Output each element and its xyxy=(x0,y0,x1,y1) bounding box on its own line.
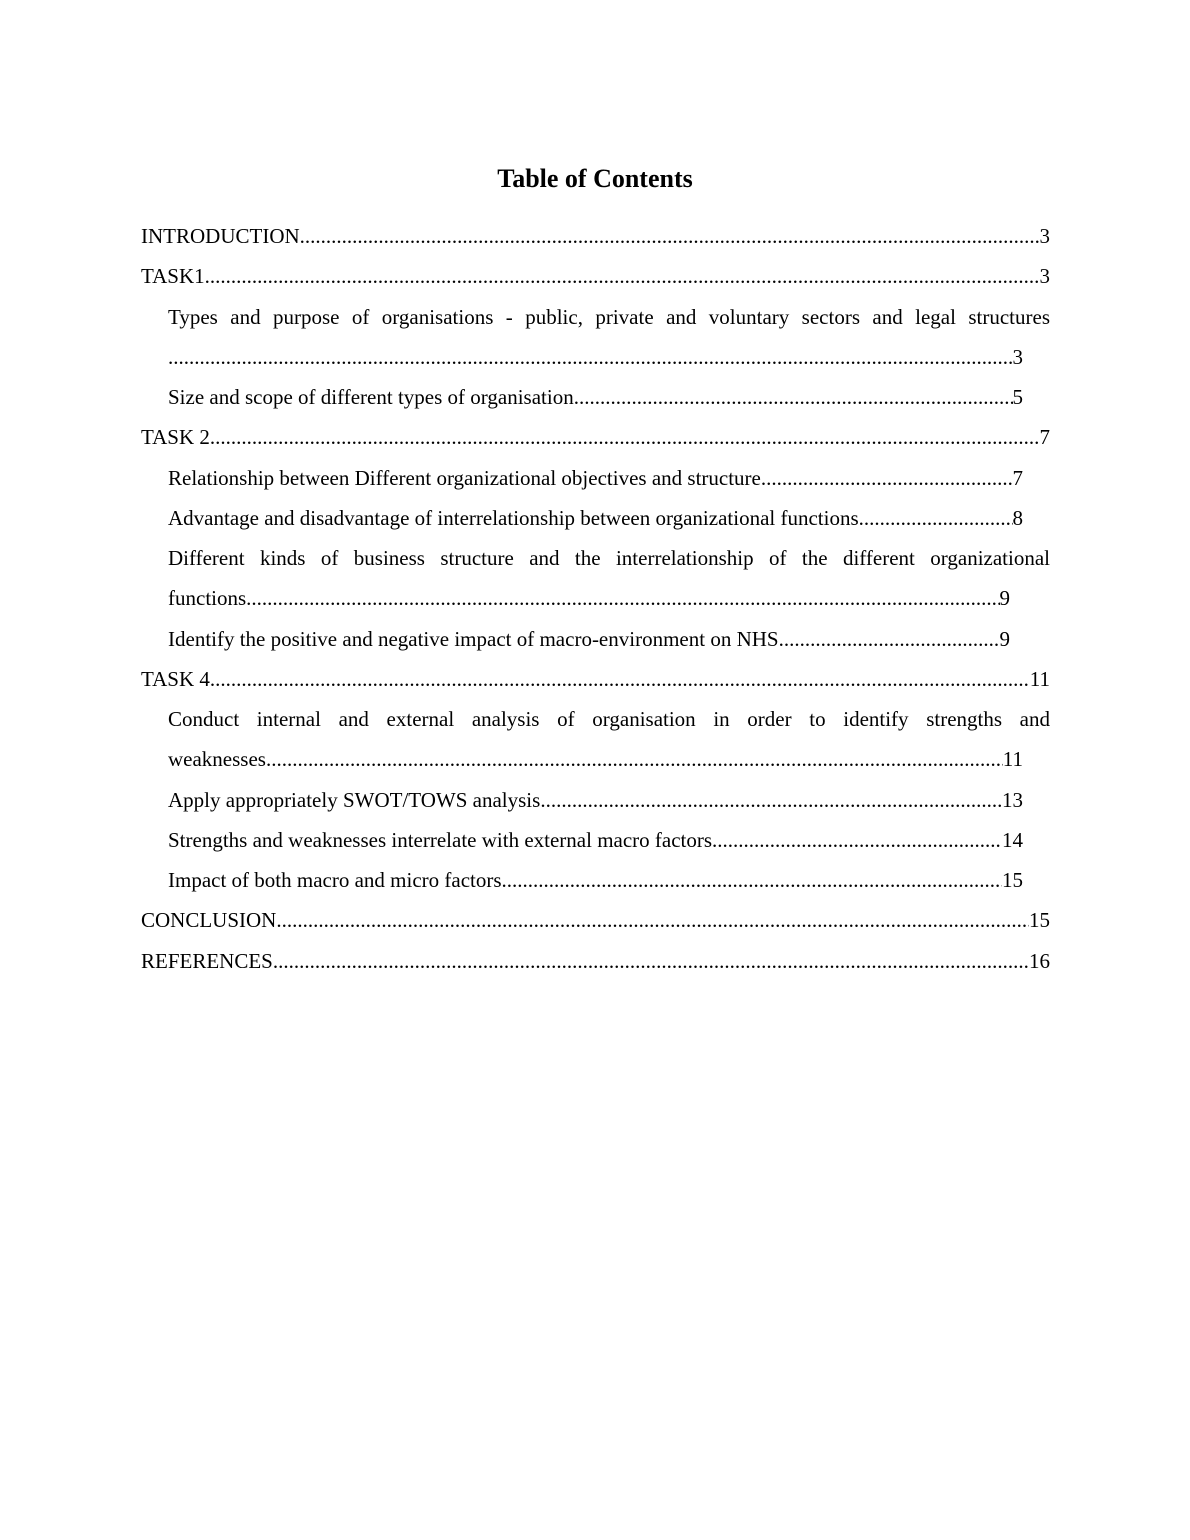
toc-page-number: 8 xyxy=(1012,505,1023,530)
toc-entry-text: TASK 4 xyxy=(141,666,210,691)
toc-page-number: 5 xyxy=(1012,385,1023,409)
toc-leader-dots xyxy=(273,941,1029,981)
toc-entry-relationship[interactable] xyxy=(141,458,1050,498)
toc-page-number: 11 xyxy=(1002,747,1023,772)
toc-page-number: 3 xyxy=(1039,224,1050,248)
toc-leader-dots xyxy=(761,458,1013,498)
toc-leader-dots xyxy=(210,417,1040,457)
toc-leader-dots xyxy=(712,820,1002,860)
toc-page-number: 15 xyxy=(1029,908,1050,933)
toc-entry-text: Impact of both macro and micro factors xyxy=(168,868,502,892)
toc-entry-text: Size and scope of different types of organisation xyxy=(168,385,574,409)
toc-leader-dots xyxy=(246,578,999,618)
toc-page-number: 11 xyxy=(1029,666,1050,691)
toc-page-number: 3 xyxy=(1012,344,1023,369)
toc-entry-text: INTRODUCTION xyxy=(141,224,300,248)
toc-title: Table of Contents xyxy=(497,164,693,193)
toc-entry-text: Strengths and weaknesses interrelate with external macro factors xyxy=(168,827,713,852)
toc-entry-text: REFERENCES xyxy=(141,948,273,973)
toc-leader-dots xyxy=(210,659,1030,699)
toc-leader-dots xyxy=(779,619,1000,659)
toc-page-number: 15 xyxy=(1002,868,1023,892)
toc-leader-dots xyxy=(502,860,1002,900)
toc-page-number: 14 xyxy=(1002,827,1023,852)
toc-entry-task1[interactable] xyxy=(141,256,1050,296)
toc-leader-dots xyxy=(205,256,1040,296)
toc-entry-text: TASK1 xyxy=(141,264,205,289)
toc-entry-task2[interactable] xyxy=(141,417,1050,457)
toc-page-number: 7 xyxy=(1012,465,1023,490)
toc-entry-text: Apply appropriately SWOT/TOWS analysis xyxy=(168,787,541,812)
toc-entry-text-line1: Conduct internal and external analysis of organisation in order to identify strengths and xyxy=(168,707,1050,731)
toc-page-number: 13 xyxy=(1002,787,1023,812)
toc-page-number: 9 xyxy=(999,626,1010,651)
toc-entry-text-line1: Types and purpose of organisations - public, private and voluntary sectors and legal structures xyxy=(168,304,1050,329)
toc-entry-advantage-disadvantage[interactable] xyxy=(141,498,1050,538)
toc-entry-size-and-scope[interactable] xyxy=(141,377,1050,417)
toc-page-number: 9 xyxy=(999,586,1010,611)
toc-page-number: 16 xyxy=(1029,948,1050,973)
toc-entry-conduct-analysis[interactable] xyxy=(141,699,1050,780)
toc-entry-text: CONCLUSION xyxy=(141,908,277,933)
toc-leader-dots xyxy=(300,216,1040,256)
toc-page-number: 3 xyxy=(1039,264,1050,289)
toc-leader-dots xyxy=(574,377,1013,417)
toc-entry-identify-impact[interactable] xyxy=(141,619,1050,659)
toc-page-number: 7 xyxy=(1039,425,1050,450)
toc-entry-introduction[interactable] xyxy=(141,216,1050,256)
toc-entry-text: Identify the positive and negative impact of macro-environment on NHS xyxy=(168,626,779,651)
toc-entry-macro-micro-factors[interactable] xyxy=(141,860,1050,900)
table-of-contents xyxy=(141,216,1050,981)
toc-entry-task4[interactable] xyxy=(141,659,1050,699)
toc-entry-text: Relationship between Different organizational objectives and structure xyxy=(168,465,761,490)
toc-entry-text-line1: Different kinds of business structure and the interrelationship of the different organizational xyxy=(168,546,1050,570)
toc-leader-dots xyxy=(859,498,1013,538)
toc-leader-dots xyxy=(276,900,1029,940)
toc-entry-strengths-weaknesses[interactable] xyxy=(141,820,1050,860)
toc-entry-text: weaknesses xyxy=(168,747,266,772)
toc-entry-conclusion[interactable] xyxy=(141,900,1050,940)
toc-entry-text: functions xyxy=(168,586,247,611)
toc-entry-references[interactable] xyxy=(141,941,1050,981)
toc-entry-types-and-purpose[interactable] xyxy=(141,297,1050,378)
toc-entry-text: TASK 2 xyxy=(141,425,210,450)
toc-entry-swot-analysis[interactable] xyxy=(141,780,1050,820)
toc-leader-dots xyxy=(540,780,1002,820)
toc-leader-dots xyxy=(168,337,1013,377)
toc-entry-different-kinds[interactable] xyxy=(141,538,1050,619)
toc-leader-dots xyxy=(266,739,1003,779)
toc-entry-text: Advantage and disadvantage of interrelationship between organizational functions xyxy=(168,505,859,530)
